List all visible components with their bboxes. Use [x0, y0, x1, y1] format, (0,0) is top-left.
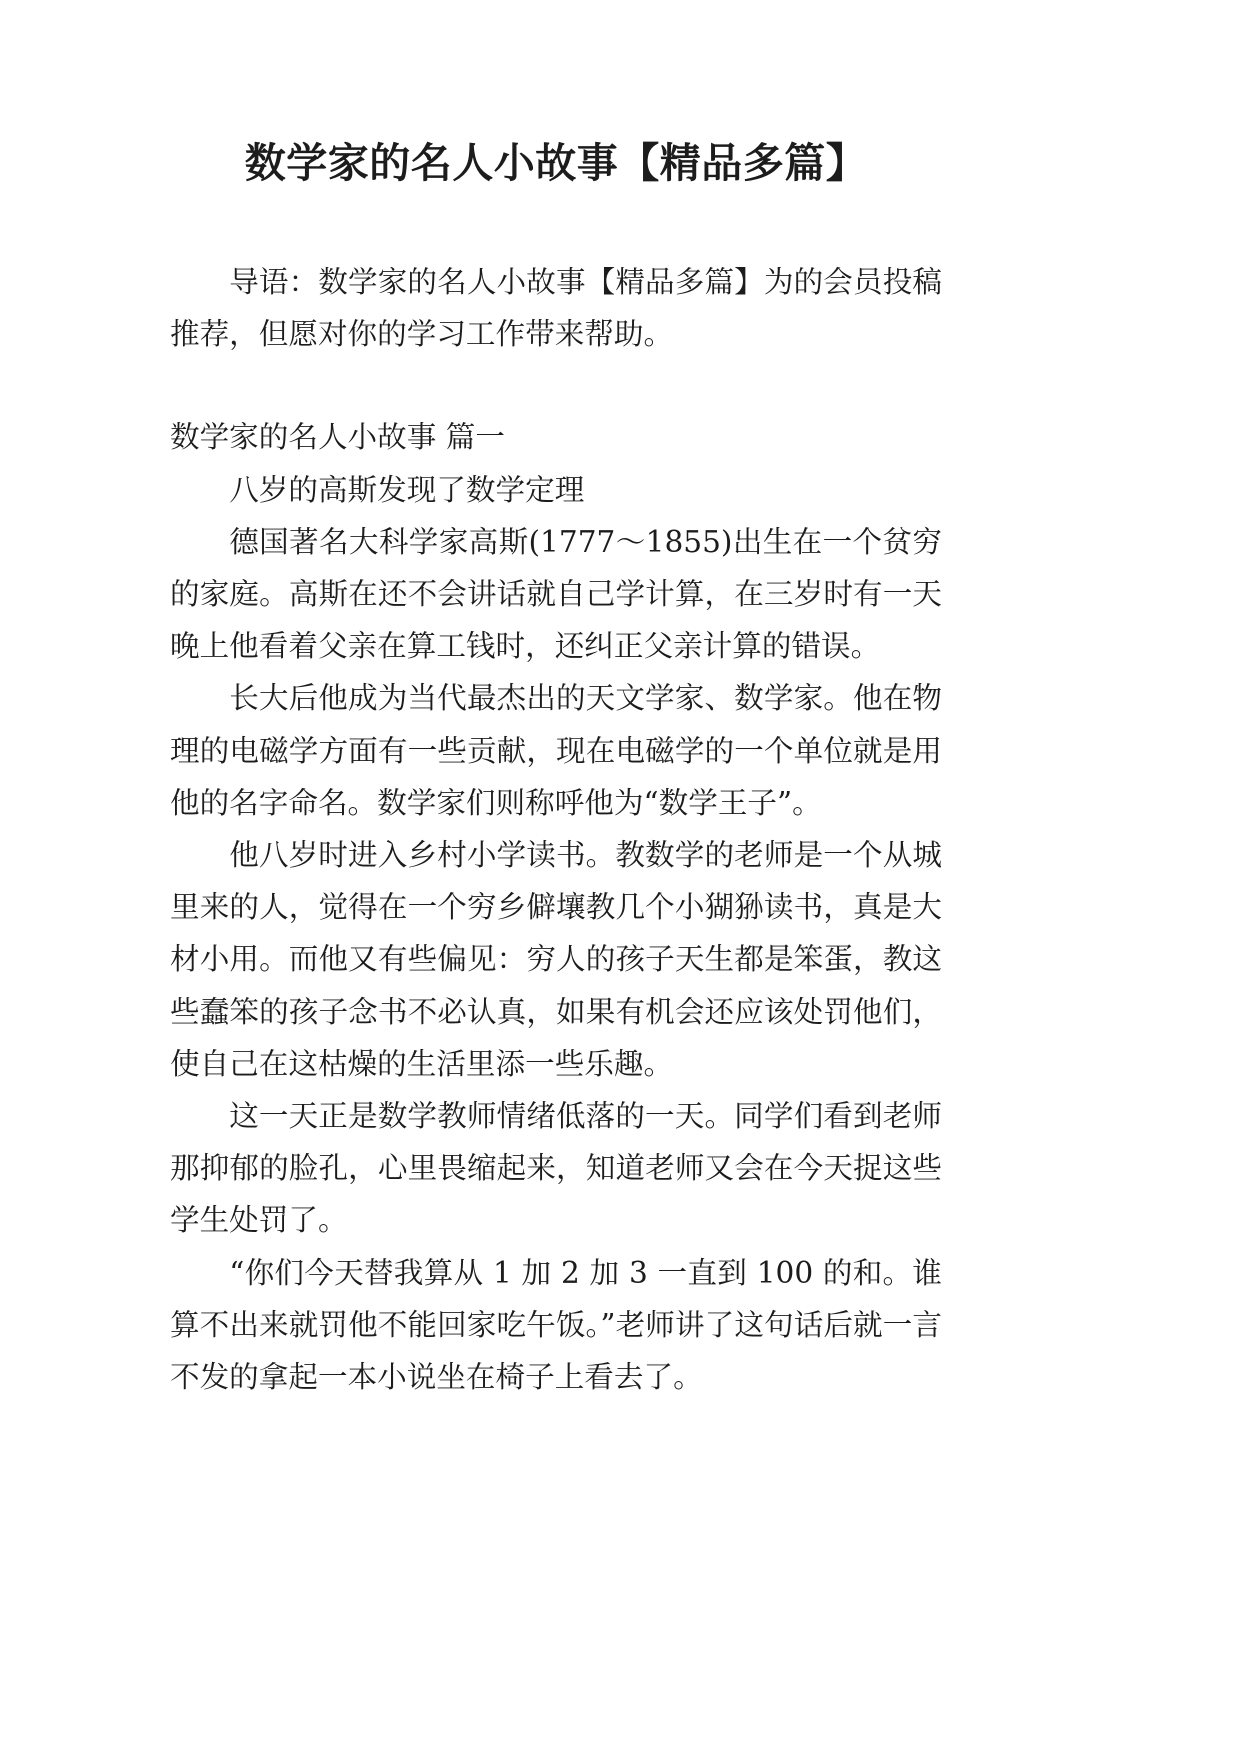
body-paragraph: “你们今天替我算从 1 加 2 加 3 一直到 100 的和。谁算不出来就罚他不能回家吃午饭。”老师讲了这句话后就一言不发的拿起一本小说坐在椅子上看去了。	[170, 1255, 942, 1395]
body-paragraph: 德国著名大科学家高斯(1777～1855)出生在一个贫穷的家庭。高斯在还不会讲话就自己学计算，在三岁时有一天晚上他看着父亲在算工钱时，还纠正父亲计算的错误。	[170, 524, 942, 664]
body-paragraph: 这一天正是数学教师情绪低落的一天。同学们看到老师那抑郁的脸孔，心里畏缩起来，知道老师又会在今天捉这些学生处罚了。	[170, 1099, 942, 1238]
document-title: 数学家的名人小故事【精品多篇】	[244, 139, 868, 187]
document-page	[170, 133, 942, 1403]
intro-paragraph: 导语：数学家的名人小故事【精品多篇】为的会员投稿推荐，但愿对你的学习工作带来帮助。	[170, 265, 942, 352]
body-paragraph: 长大后他成为当代最杰出的天文学家、数学家。他在物理的电磁学方面有一些贡献，现在电磁学的一个单位就是用他的名字命名。数学家们则称呼他为“数学王子”。	[170, 681, 942, 820]
section-heading: 数学家的名人小故事 篇一	[170, 420, 505, 455]
story-title: 八岁的高斯发现了数学定理	[229, 472, 585, 507]
body-paragraph: 他八岁时进入乡村小学读书。教数学的老师是一个从城里来的人，觉得在一个穷乡僻壤教几个小猢狲读书，真是大材小用。而他又有些偏见：穷人的孩子天生都是笨蛋，教这些蠢笨的孩子念书不必认真，如果有机会还应该处罚他们，使自己在这枯燥的生活里添一些乐趣。	[170, 838, 942, 1081]
